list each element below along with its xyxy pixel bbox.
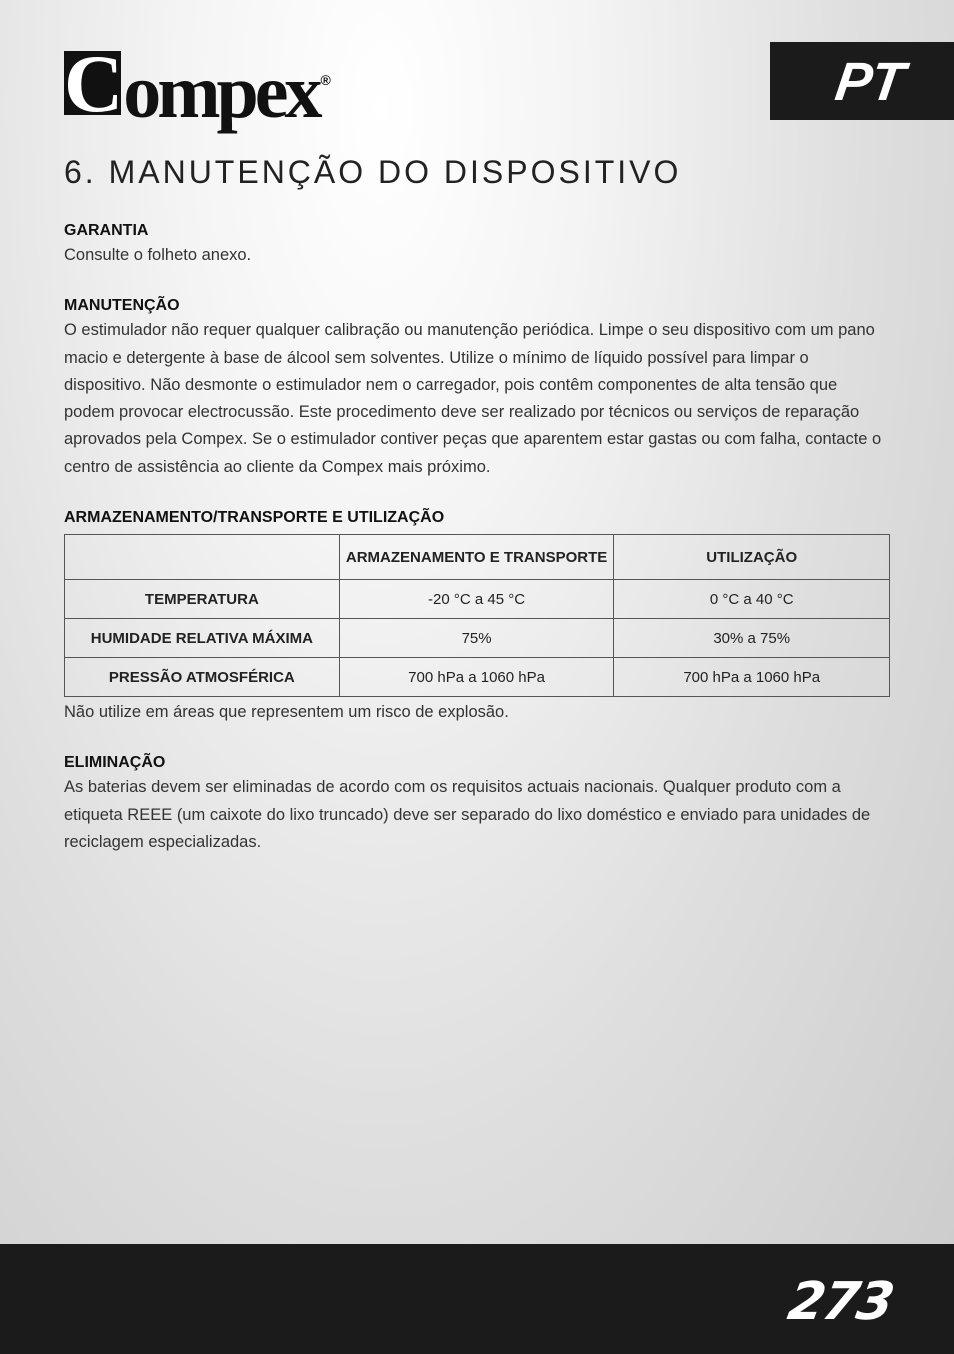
page-title: 6. MANUTENÇÃO DO DISPOSITIVO [64, 154, 682, 190]
logo-cap-letter: C [64, 38, 120, 129]
table-note: Não utilize em áreas que representem um risco de explosão. [64, 703, 509, 722]
section-heading: MANUTENÇÃO [64, 297, 180, 315]
section-manutencao [64, 295, 890, 481]
section-heading: GARANTIA [64, 222, 149, 239]
section-garantia [64, 220, 890, 269]
language-tab [770, 42, 954, 120]
language-code: PT [831, 52, 908, 112]
section-body: O estimulador não requer qualquer calibração ou manutenção periódica. Limpe o seu dispositivo com um pano macio e detergente à base de álcool sem solventes. Utilize o mínimo de líquido possível para limpar o dispositivo. Não desmonte o estimulador nem o carregador, pois contêm componentes de alta tensão que podem provocar electrocussão. Este procedimento deve ser realizado por técnicos ou serviços de reparação aprovados pela Compex. Se o estimulador contiver peças que aparentem estar gastas ou com falha, contacte o centro de assistência ao cliente da Compex mais próximo. [64, 321, 882, 476]
table-row [65, 580, 890, 619]
compex-logo [64, 38, 331, 134]
table-header-cell [65, 535, 340, 580]
table-header-row [65, 535, 890, 580]
table-row-header: HUMIDADE RELATIVA MÁXIMA [65, 619, 340, 658]
table-cell: 75% [339, 619, 614, 658]
logo-text: ompex [123, 50, 319, 134]
table-cell: 700 hPa a 1060 hPa [614, 658, 890, 697]
table-cell: 700 hPa a 1060 hPa [339, 658, 614, 697]
section-armazenamento [64, 507, 890, 726]
section-body: Consulte o folheto anexo. [64, 246, 252, 264]
table-cell: 0 °C a 40 °C [614, 580, 890, 619]
table-cell: -20 °C a 45 °C [339, 580, 614, 619]
page-content [64, 220, 890, 882]
section-heading: ELIMINAÇÃO [64, 754, 166, 772]
page-footer [0, 1244, 954, 1354]
table-header-cell: ARMAZENAMENTO E TRANSPORTE [339, 535, 614, 580]
registered-mark: ® [320, 72, 331, 88]
table-header-cell: UTILIZAÇÃO [614, 535, 890, 580]
section-body: As baterias devem ser eliminadas de acordo com os requisitos actuais nacionais. Qualquer produto com a etiqueta REEE (um caixote do lixo truncado) deve ser separado do lixo doméstico e enviado para unidades de reciclagem especializadas. [64, 778, 871, 851]
table-row [65, 658, 890, 697]
page-number: 273 [784, 1272, 898, 1332]
table-row-header: TEMPERATURA [65, 580, 340, 619]
table-row-header: PRESSÃO ATMOSFÉRICA [65, 658, 340, 697]
table-cell: 30% a 75% [614, 619, 890, 658]
table-row [65, 619, 890, 658]
section-heading: ARMAZENAMENTO/TRANSPORTE E UTILIZAÇÃO [64, 509, 445, 527]
conditions-table [64, 534, 890, 697]
section-eliminacao [64, 752, 890, 856]
